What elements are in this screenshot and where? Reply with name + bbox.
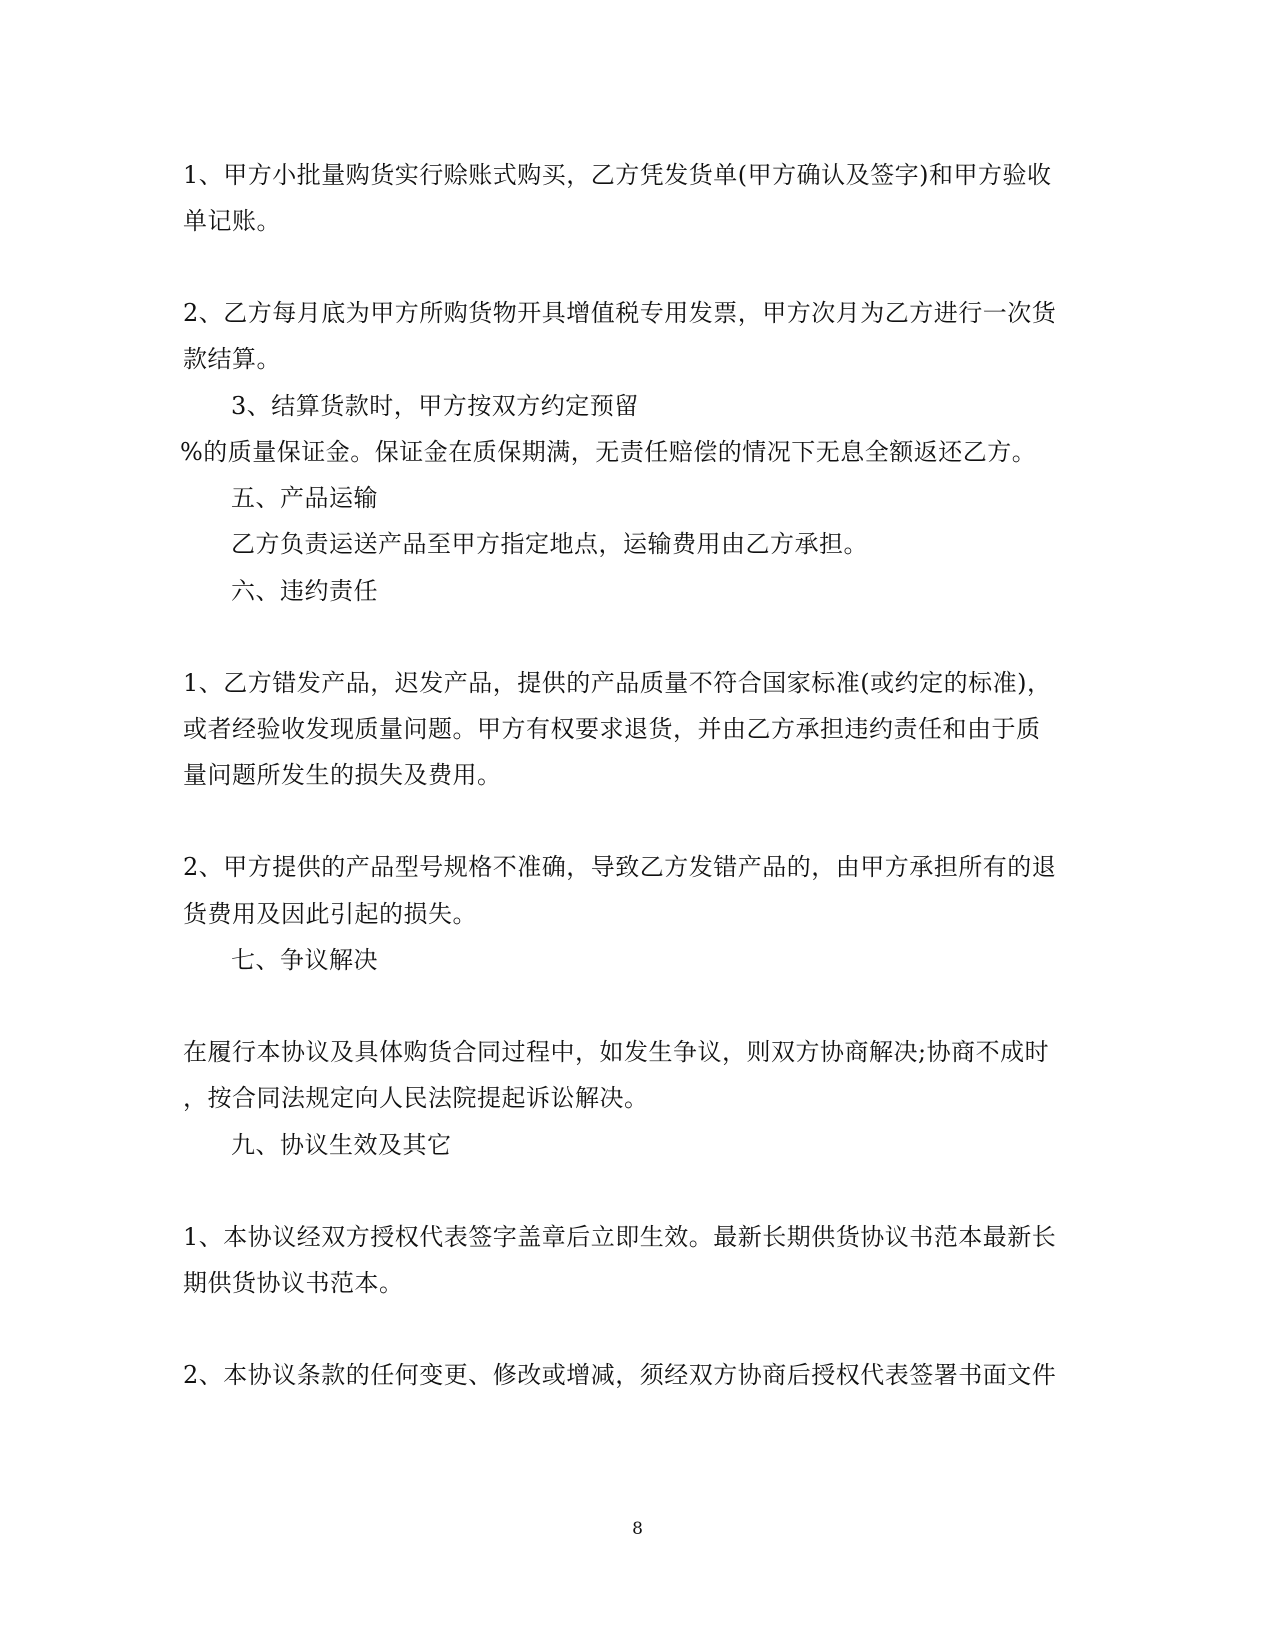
paragraph-3-line-1: 3、结算货款时，甲方按双方约定预留 <box>231 392 639 420</box>
paragraph-6-1-line-1: 1、乙方错发产品，迟发产品，提供的产品质量不符合国家标准(或约定的标准)， <box>183 669 1052 697</box>
section-9-heading: 九、协议生效及其它 <box>231 1131 452 1159</box>
paragraph-1-line-2: 单记账。 <box>183 207 281 235</box>
paragraph-9-1-line-1: 1、本协议经双方授权代表签字盖章后立即生效。最新长期供货协议书范本最新长 <box>183 1223 1057 1251</box>
paragraph-9-1-line-2: 期供货协议书范本。 <box>183 1269 404 1297</box>
paragraph-1-line-1: 1、甲方小批量购货实行赊账式购买，乙方凭发货单(甲方确认及签字)和甲方验收 <box>183 161 1052 189</box>
section-5-heading: 五、产品运输 <box>231 484 378 512</box>
paragraph-6-2-line-1: 2、甲方提供的产品型号规格不准确，导致乙方发错产品的，由甲方承担所有的退 <box>183 853 1057 881</box>
paragraph-3-line-2: %的质量保证金。保证金在质保期满，无责任赔偿的情况下无息全额返还乙方。 <box>180 438 1037 466</box>
paragraph-6-1-line-3: 量问题所发生的损失及费用。 <box>183 761 502 789</box>
section-5-body: 乙方负责运送产品至甲方指定地点，运输费用由乙方承担。 <box>231 530 868 558</box>
section-7-heading: 七、争议解决 <box>231 946 378 974</box>
paragraph-2-line-2: 款结算。 <box>183 345 281 373</box>
paragraph-9-2-line-1: 2、本协议条款的任何变更、修改或增减，须经双方协商后授权代表签署书面文件 <box>183 1361 1057 1389</box>
paragraph-2-line-1: 2、乙方每月底为甲方所购货物开具增值税专用发票，甲方次月为乙方进行一次货 <box>183 299 1057 327</box>
section-6-heading: 六、违约责任 <box>231 577 378 605</box>
paragraph-7-line-2: ，按合同法规定向人民法院提起诉讼解决。 <box>183 1084 649 1112</box>
paragraph-6-1-line-2: 或者经验收发现质量问题。甲方有权要求退货，并由乙方承担违约责任和由于质 <box>183 715 1041 743</box>
page-number: 8 <box>632 1519 643 1539</box>
paragraph-6-2-line-2: 货费用及因此引起的损失。 <box>183 900 477 928</box>
paragraph-7-line-1: 在履行本协议及具体购货合同过程中，如发生争议，则双方协商解决;协商不成时 <box>183 1038 1050 1066</box>
